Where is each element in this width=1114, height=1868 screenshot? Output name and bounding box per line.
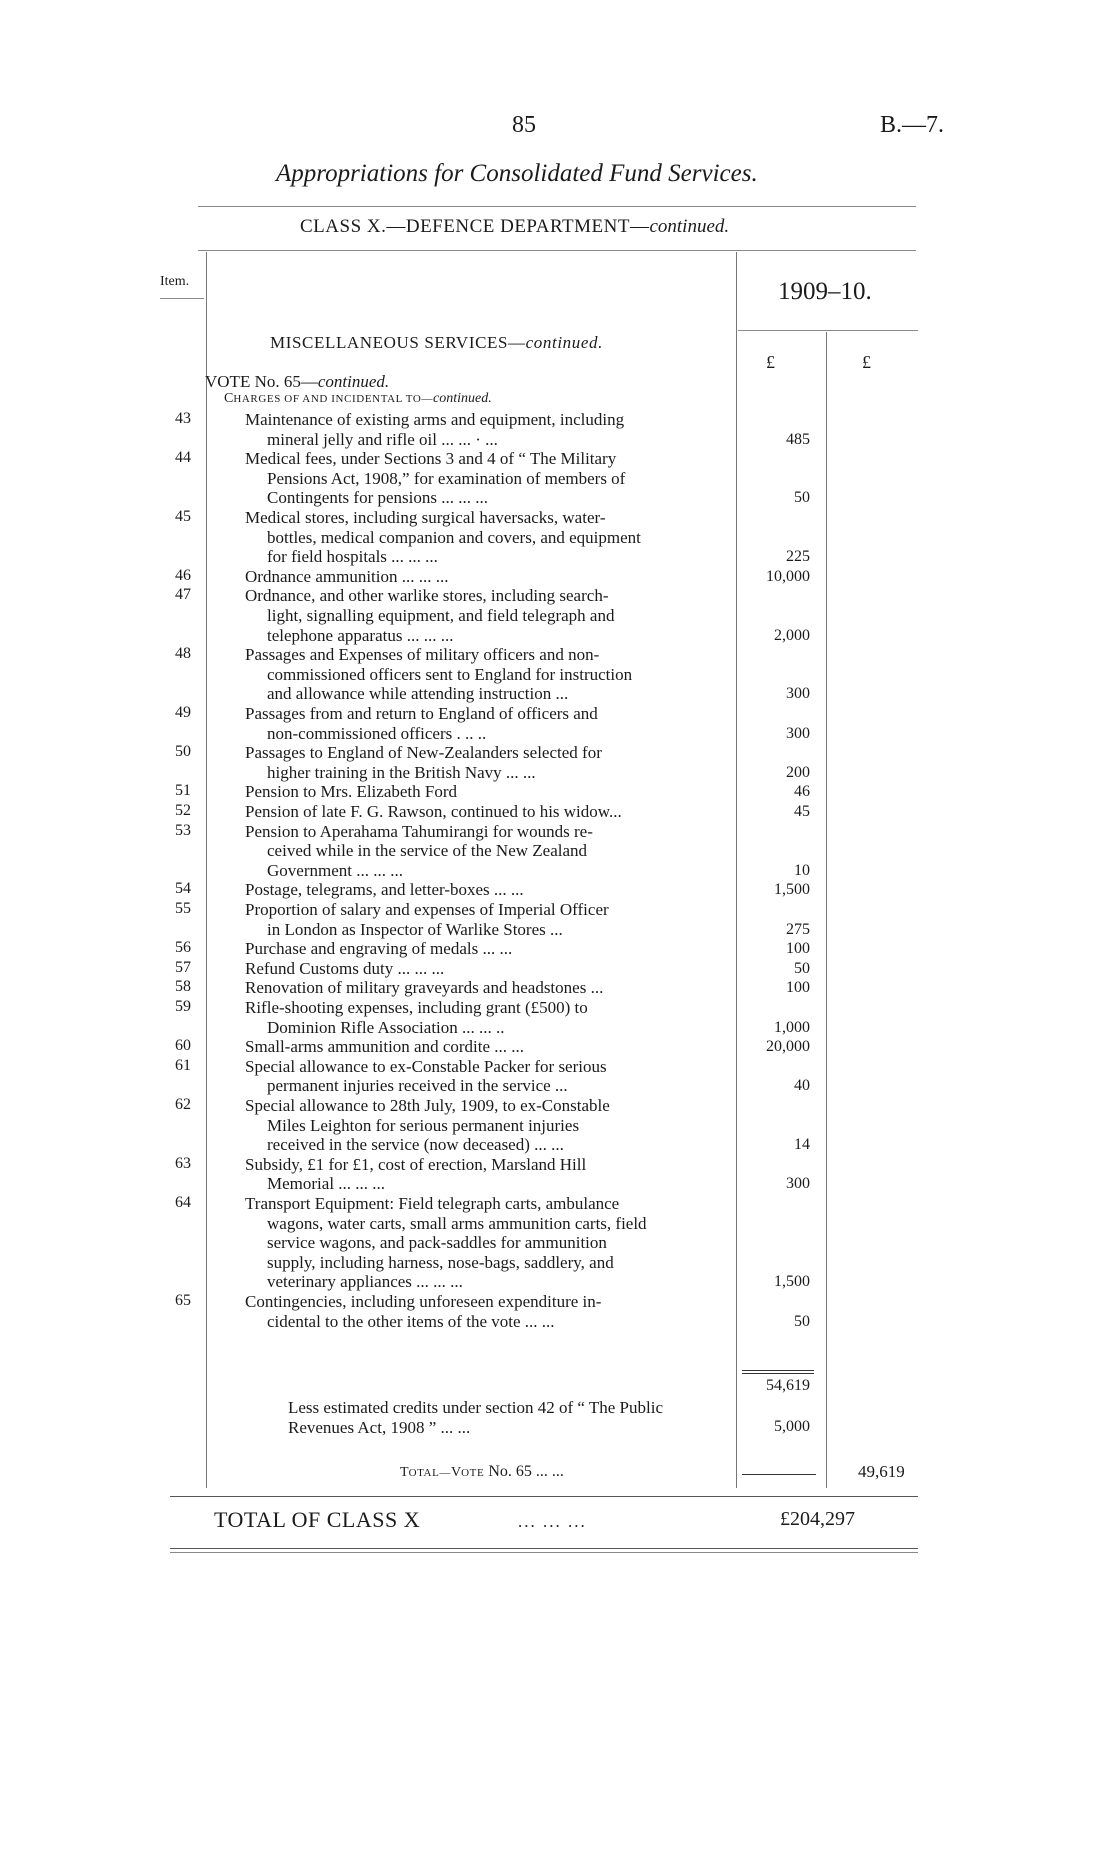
item-description: [245, 939, 729, 959]
item-description: [245, 508, 729, 567]
item-number: 43: [175, 410, 191, 427]
item-description-line: Dominion Rifle Association ... ... ..: [267, 1017, 505, 1037]
section-heading-continued: continued.: [525, 333, 603, 352]
item-number: 50: [175, 743, 191, 761]
item-description-line: Subsidy, £1 for £1, cost of erection, Marsland Hill: [245, 1154, 587, 1174]
item-description: [245, 586, 729, 645]
item-number: 62: [175, 1096, 191, 1113]
item-description: [245, 880, 729, 900]
item-description-line: Memorial ... ... ...: [267, 1174, 386, 1194]
item-number: 46: [175, 566, 191, 584]
item-amount: 225: [786, 548, 810, 566]
amount-column-divider: [736, 252, 737, 1488]
item-description: [245, 704, 729, 743]
item-description-line: Pension of late F. G. Rawson, continued to his widow...: [245, 802, 622, 821]
item-number: 58: [175, 978, 191, 996]
item-amount: 100: [786, 979, 810, 997]
item-amount: 100: [786, 940, 810, 958]
class-heading-main: CLASS X.—DEFENCE DEPARTMENT—: [300, 216, 650, 237]
item-amount: 485: [786, 430, 810, 448]
item-number: 54: [175, 880, 191, 898]
item-description-line: permanent injuries received in the service ...: [267, 1076, 568, 1096]
grand-total-leader: ... ... ...: [518, 1512, 587, 1531]
item-amount: 1,000: [774, 1018, 810, 1036]
item-description: [245, 978, 729, 998]
item-description-line: Rifle-shooting expenses, including grant (£500) to: [245, 998, 588, 1017]
item-description-line: cidental to the other items of the vote ... ...: [267, 1311, 555, 1331]
total-vote-amount: 49,619: [858, 1462, 905, 1481]
total-vote-T: T: [400, 1465, 409, 1480]
item-description: [245, 645, 729, 704]
item-description: [245, 1155, 729, 1194]
item-description: [245, 782, 729, 802]
item-description: [245, 743, 729, 782]
item-number: 56: [175, 939, 191, 957]
subtotal-rule-bottom: [742, 1373, 814, 1374]
item-number: 60: [175, 1037, 191, 1055]
item-description-line: Purchase and engraving of medals ... ...: [245, 939, 513, 959]
year-header-rule: [738, 330, 918, 331]
item-description: [245, 900, 729, 939]
item-description-line: Renovation of military graveyards and headstones ...: [245, 978, 604, 998]
item-number: 51: [175, 782, 191, 800]
item-amount: 300: [786, 1175, 810, 1193]
pound-symbol-col1: £: [766, 352, 775, 372]
item-amount: 45: [794, 803, 810, 820]
section-heading: [270, 333, 603, 353]
page-number: 85: [512, 112, 536, 138]
item-description-line: Passages from and return to England of officers and: [245, 704, 598, 723]
item-number: 48: [175, 645, 191, 663]
subtotal-rule-top: [742, 1370, 814, 1371]
item-description-line: mineral jelly and rifle oil ... ... · ...: [267, 429, 498, 449]
item-description-line: Proportion of salary and expenses of Imperial Officer: [245, 900, 609, 919]
item-description-line: for field hospitals ... ... ...: [267, 547, 438, 567]
item-description: [245, 410, 729, 449]
charges-heading: [224, 391, 492, 407]
charges-continued: continued.: [433, 391, 492, 406]
item-description: [245, 1037, 729, 1057]
item-description-line: non-commissioned officers . .. ..: [267, 723, 487, 743]
item-number: 49: [175, 704, 191, 721]
item-description-line: Pension to Aperahama Tahumirangi for wounds re-: [245, 821, 593, 841]
class-heading-continued: continued.: [649, 216, 730, 237]
item-amount: 2,000: [774, 626, 810, 644]
item-description-line: in London as Inspector of Warlike Stores ...: [267, 919, 563, 939]
vote-heading-main: VOTE No. 65—: [205, 372, 318, 391]
class-heading-rule: [198, 250, 916, 251]
item-amount: 300: [786, 685, 810, 703]
vote-total-rule: [742, 1474, 816, 1475]
item-column-divider: [206, 252, 207, 1488]
item-number: 45: [175, 508, 191, 525]
item-description: [245, 449, 729, 508]
item-description-line: Contingents for pensions ... ... ...: [267, 488, 488, 508]
second-amount-divider: [826, 332, 827, 1488]
item-description-line: higher training in the British Navy ... ...: [267, 762, 536, 782]
item-description-line: and allowance while attending instruction ...: [267, 684, 569, 704]
item-description-line: Refund Customs duty ... ... ...: [245, 958, 445, 978]
less-credits-amount: 5,000: [774, 1418, 810, 1435]
total-vote-rest: OTAL—: [408, 1467, 452, 1479]
item-amount: 46: [794, 783, 810, 801]
item-number: 59: [175, 998, 191, 1015]
item-description-line: supply, including harness, nose-bags, saddlery, and: [267, 1252, 614, 1272]
item-description-line: Ordnance ammunition ... ... ...: [245, 566, 449, 586]
item-header-rule: [160, 298, 204, 299]
item-amount: 50: [794, 1312, 810, 1330]
item-amount: 1,500: [774, 881, 810, 899]
item-description: [245, 1096, 729, 1155]
item-number: 64: [175, 1194, 191, 1211]
item-column-header: Item.: [160, 274, 190, 289]
grand-total-rule-double: [170, 1552, 918, 1553]
item-number: 65: [175, 1292, 191, 1309]
item-description-line: veterinary appliances ... ... ...: [267, 1272, 463, 1292]
vote-heading: [205, 372, 389, 392]
item-amount: 275: [786, 920, 810, 938]
item-description-line: Transport Equipment: Field telegraph carts, ambulance: [245, 1194, 620, 1213]
item-amount: 10,000: [766, 567, 810, 585]
item-amount: 50: [794, 489, 810, 507]
item-description-line: Passages to England of New-Zealanders selected for: [245, 743, 602, 763]
grand-total-amount: £204,297: [780, 1508, 855, 1530]
subtotal-amount: 54,619: [766, 1377, 810, 1394]
item-description-line: Pension to Mrs. Elizabeth Ford: [245, 782, 458, 802]
item-description: [245, 1194, 729, 1292]
item-description-line: wagons, water carts, small arms ammunition carts, field: [267, 1213, 647, 1233]
item-description: [245, 822, 729, 881]
item-description: [245, 567, 729, 587]
item-description-line: Special allowance to 28th July, 1909, to ex-Constable: [245, 1096, 610, 1115]
item-amount: 50: [794, 959, 810, 977]
document-reference: B.—7.: [880, 112, 945, 138]
item-description-line: Maintenance of existing arms and equipment, including: [245, 410, 625, 429]
item-description: [245, 1057, 729, 1096]
item-description-line: Special allowance to ex-Constable Packer for serious: [245, 1056, 607, 1076]
pound-symbol-col2: £: [862, 352, 871, 372]
year-column-header: 1909–10.: [778, 278, 872, 305]
item-description: [245, 959, 729, 979]
total-vote-label: [400, 1463, 564, 1481]
item-number: 44: [175, 449, 191, 467]
item-amount: 40: [794, 1077, 810, 1095]
item-amount: 1,500: [774, 1273, 810, 1291]
item-number: 52: [175, 802, 191, 819]
item-description-line: Postage, telegrams, and letter-boxes ... ...: [245, 880, 524, 900]
item-number: 47: [175, 586, 191, 604]
vote-heading-continued: continued.: [317, 372, 390, 391]
class-heading: [300, 216, 729, 238]
item-description-line: light, signalling equipment, and field telegraph and: [267, 605, 615, 625]
grand-total-label: TOTAL OF CLASS X: [214, 1507, 421, 1532]
item-description-line: Small-arms ammunition and cordite ... ...: [245, 1037, 525, 1057]
item-description: [245, 998, 729, 1037]
grand-total-rule-top: [170, 1496, 918, 1497]
item-description-line: telephone apparatus ... ... ...: [267, 625, 454, 645]
item-description-line: Pensions Act, 1908,” for examination of members of: [267, 468, 626, 488]
item-number: 57: [175, 958, 191, 976]
item-description-line: commissioned officers sent to England for instruction: [267, 664, 633, 684]
item-amount: 10: [794, 861, 810, 879]
charges-rest: HARGES OF AND INCIDENTAL TO—: [233, 393, 434, 405]
item-number: 55: [175, 900, 191, 917]
total-vote-V: V: [451, 1465, 462, 1480]
item-description: [245, 802, 729, 822]
item-description-line: Miles Leighton for serious permanent injuries: [267, 1115, 580, 1135]
item-description-line: Ordnance, and other warlike stores, including search-: [245, 586, 609, 606]
item-amount: 300: [786, 724, 810, 742]
item-description-line: Medical stores, including surgical haversacks, water-: [245, 508, 606, 527]
section-heading-main: MISCELLANEOUS SERVICES—: [270, 333, 526, 352]
item-description-line: received in the service (now deceased) ... ...: [267, 1135, 564, 1155]
item-description-line: bottles, medical companion and covers, and equipment: [267, 527, 641, 547]
item-number: 63: [175, 1154, 191, 1172]
item-number: 53: [175, 821, 191, 839]
item-amount: 200: [786, 763, 810, 781]
item-description-line: service wagons, and pack-saddles for ammunition: [267, 1233, 607, 1253]
item-amount: 14: [794, 1136, 810, 1154]
item-description-line: Contingencies, including unforeseen expenditure in-: [245, 1292, 602, 1311]
item-description-line: Government ... ... ...: [267, 860, 403, 880]
charges-initial: C: [224, 391, 234, 406]
item-description-line: ceived while in the service of the New Zealand: [267, 841, 588, 861]
item-description: [245, 1292, 729, 1331]
item-description-line: Passages and Expenses of military officers and non-: [245, 645, 600, 665]
item-description-line: Medical fees, under Sections 3 and 4 of “ The Military: [245, 449, 617, 469]
total-vote-rest2: OTE: [461, 1467, 485, 1479]
page-subtitle: Appropriations for Consolidated Fund Services.: [276, 160, 758, 187]
total-vote-no: No. 65 ... ...: [484, 1463, 564, 1480]
less-credits-text: Less estimated credits under section 42 of “ The Public Revenues Act, 1908 ” ... ...: [288, 1398, 664, 1437]
item-amount: 20,000: [766, 1038, 810, 1056]
item-number: 61: [175, 1056, 191, 1074]
grand-total-rule-bottom: [170, 1548, 918, 1549]
header-rule: [198, 206, 916, 207]
